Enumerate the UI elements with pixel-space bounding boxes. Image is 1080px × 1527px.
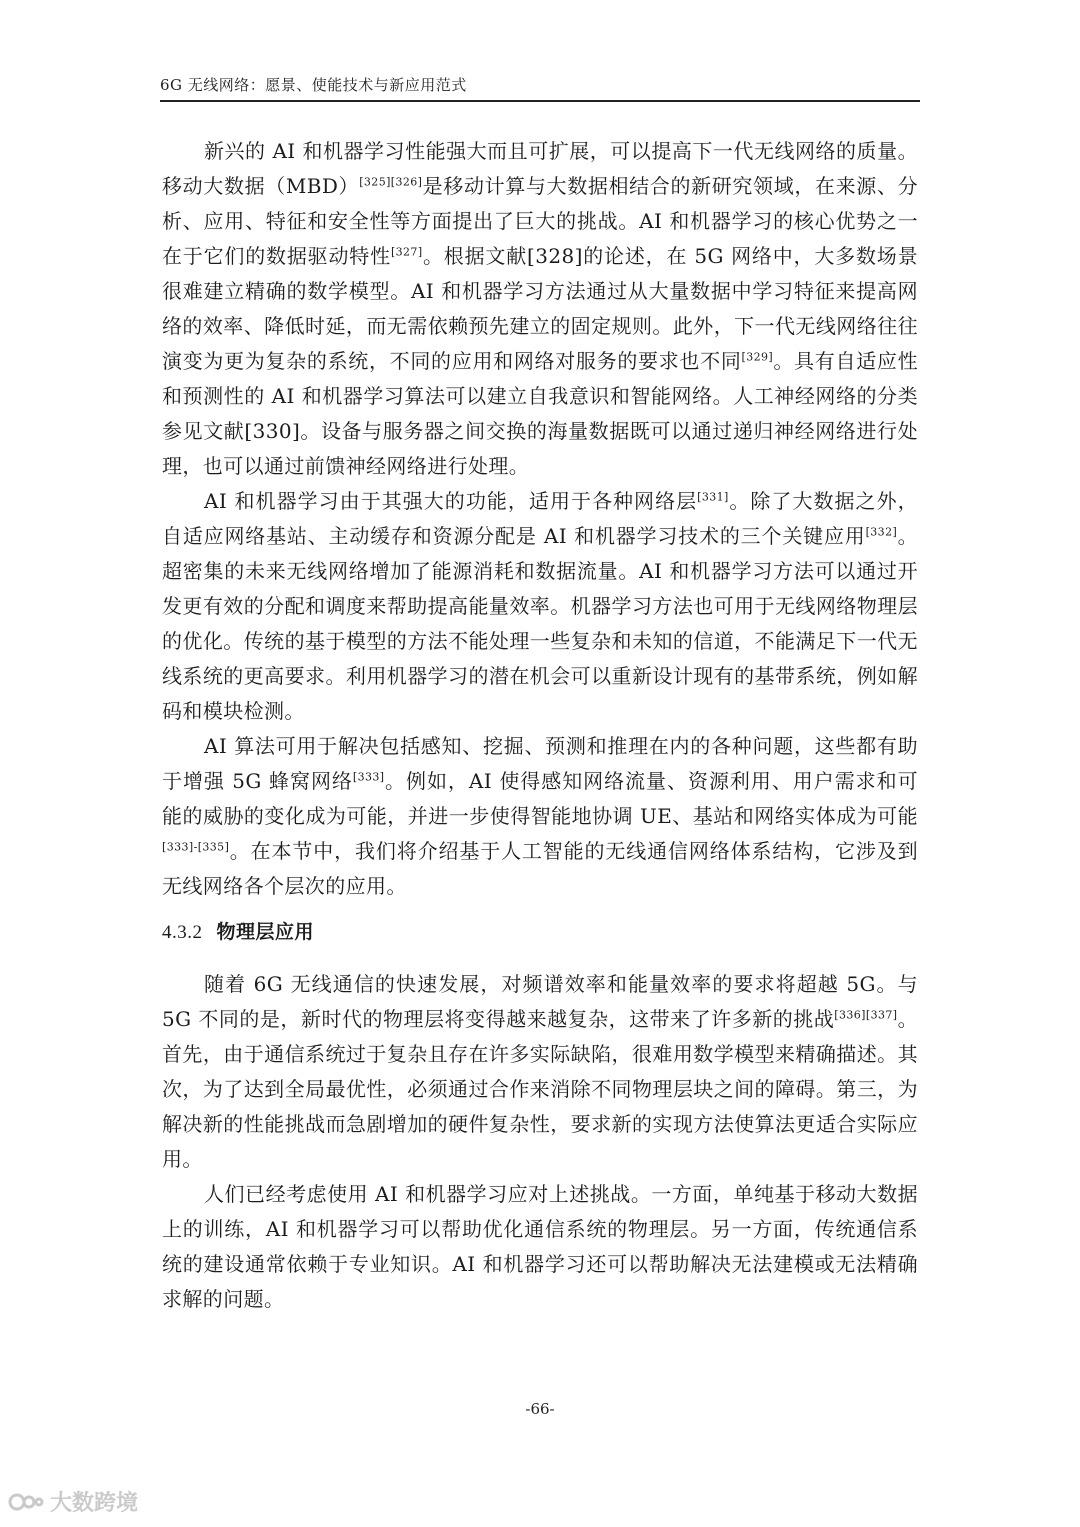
paragraph-text: 是移动计算与大数据相结合的新研究领域，在来源、分析、应用、特征和安全性等方面提出了巨大的挑战。AI 和机器学习的核心优势之一在于它们的数据驱动特性	[162, 174, 918, 268]
section-number: 4.3.2	[162, 922, 203, 943]
paragraph-text: AI 算法可用于解决包括感知、挖掘、预测和推理在内的各种问题，这些都有助于增强 5G 蜂窝网络	[162, 734, 918, 793]
paragraph-text: 。首先，由于通信系统过于复杂且存在许多实际缺陷，很难用数学模型来精确描述。其次，为了达到全局最优性，必须通过合作来消除不同物理层块之间的障碍。第三，为解决新的性能挑战而急剧增加的硬件复杂性，要求新的实现方法使算法更适合实际应用。	[162, 1007, 918, 1171]
citation-reference: [331]	[697, 490, 729, 504]
body-paragraph	[162, 1177, 918, 1317]
body-paragraph	[162, 967, 918, 1177]
page-body	[162, 134, 918, 1317]
citation-reference: [333]	[352, 770, 385, 784]
paragraphs-group-after	[162, 967, 918, 1317]
citation-reference: [327]	[390, 245, 423, 259]
paragraph-text: 。超密集的未来无线网络增加了能源消耗和数据流量。AI 和机器学习方法可以通过开发更有效的分配和调度来帮助提高能量效率。机器学习方法也可用于无线网络物理层的优化。传统的基于模型的方法不能处理一些复杂和未知的信道，不能满足下一代无线系统的更高要求。利用机器学习的潜在机会可以重新设计现有的基带系统，例如解码和模块检测。	[162, 524, 918, 723]
paragraph-text: 随着 6G 无线通信的快速发展，对频谱效率和能量效率的要求将超越 5G。与 5G 不同的是，新时代的物理层将变得越来越复杂，这带来了许多新的挑战	[162, 972, 918, 1031]
citation-reference: [333]-[335]	[162, 840, 230, 854]
paragraph-text: 。例如，AI 使得感知网络流量、资源利用、用户需求和可能的威胁的变化成为可能，并进一步使得智能地协调 UE、基站和网络实体成为可能	[162, 769, 918, 828]
citation-reference: [325][326]	[359, 175, 423, 189]
paragraph-text: 。在本节中，我们将介绍基于人工智能的无线通信网络体系结构，它涉及到无线网络各个层次的应用。	[162, 839, 918, 898]
section-heading	[162, 916, 918, 949]
brand-logo-icon	[8, 1489, 44, 1515]
citation-reference: [329]	[741, 350, 774, 364]
paragraph-text: AI 和机器学习由于其强大的功能，适用于各种网络层	[204, 489, 698, 513]
running-header	[160, 72, 920, 102]
running-title: 6G 无线网络：愿景、使能技术与新应用范式	[160, 76, 467, 94]
paragraph-text: 新兴的 AI 和机器学习性能强大而且可扩展，可以提高下一代无线网络的质量。移动大数据（MBD）	[162, 139, 918, 198]
body-paragraph	[162, 484, 918, 729]
paragraph-text: 。根据文献[328]的论述，在 5G 网络中，大多数场景很难建立精确的数学模型。AI 和机器学习方法通过从大量数据中学习特征来提高网络的效率、降低时延，而无需依赖预先建立的固定规则。此外，下一代无线网络往往演变为更为复杂的系统，不同的应用和网络对服务的要求也不同	[162, 244, 918, 373]
watermark-text: 大数跨境	[50, 1491, 139, 1516]
watermark	[8, 1486, 138, 1517]
paragraphs-group-before	[162, 134, 918, 904]
section-title: 物理层应用	[216, 921, 315, 943]
citation-reference: [332]	[865, 525, 898, 539]
paragraph-text: 。除了大数据之外，自适应网络基站、主动缓存和资源分配是 AI 和机器学习技术的三个关键应用	[162, 489, 919, 548]
paragraph-text: 人们已经考虑使用 AI 和机器学习应对上述挑战。一方面，单纯基于移动大数据上的训练，AI 和机器学习可以帮助优化通信系统的物理层。另一方面，传统通信系统的建设通常依赖于专业知识。AI 和机器学习还可以帮助解决无法建模或无法精确求解的问题。	[162, 1182, 918, 1311]
body-paragraph	[162, 729, 918, 904]
paragraph-text: 。具有自适应性和预测性的 AI 和机器学习算法可以建立自我意识和智能网络。人工神经网络的分类参见文献[330]。设备与服务器之间交换的海量数据既可以通过递归神经网络进行处理，也可以通过前馈神经网络进行处理。	[162, 349, 918, 478]
citation-reference: [336][337]	[834, 1008, 898, 1022]
page-number: -66-	[525, 1400, 555, 1418]
body-paragraph	[162, 134, 918, 484]
